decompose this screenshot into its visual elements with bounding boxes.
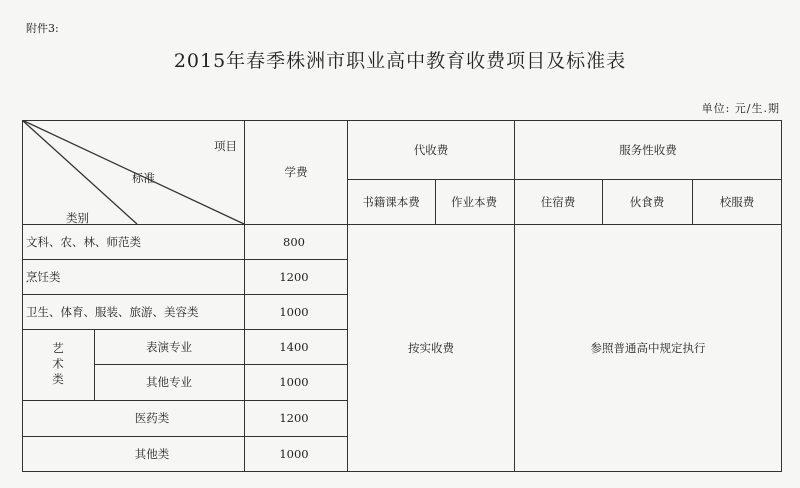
row-tuition: 1000 bbox=[279, 375, 309, 389]
row-category: 烹饪类 bbox=[26, 270, 61, 284]
header-homework: 作业本费 bbox=[451, 195, 497, 209]
row-category: 其他类 bbox=[134, 447, 170, 461]
row-tuition: 1000 bbox=[279, 305, 309, 319]
header-lodging: 住宿费 bbox=[540, 195, 576, 209]
row-line-2 bbox=[22, 294, 347, 295]
service-fee-note: 参照普通高中规定执行 bbox=[590, 341, 706, 355]
row-line-4 bbox=[94, 364, 347, 365]
row-category: 卫生、体育、服装、旅游、美容类 bbox=[26, 305, 199, 319]
service-sub-line bbox=[514, 179, 782, 180]
corner-category-label: 类别 bbox=[66, 211, 89, 225]
row-category: 其他专业 bbox=[146, 375, 192, 389]
header-agency-fees: 代收费 bbox=[413, 143, 449, 157]
row-category: 医药类 bbox=[134, 411, 170, 425]
row-line-3 bbox=[22, 329, 347, 330]
corner-item-label: 项目 bbox=[214, 139, 237, 153]
row-line-6 bbox=[22, 436, 347, 437]
header-books: 书籍课本费 bbox=[362, 195, 420, 209]
table-border-right bbox=[781, 120, 782, 472]
art-group-label: 艺术类 bbox=[51, 341, 65, 389]
page-title: 2015年春季株洲市职业高中教育收费项目及标准表 bbox=[173, 50, 627, 72]
header-tuition: 学费 bbox=[284, 165, 308, 179]
fee-table bbox=[22, 120, 782, 472]
corner-standard-label: 标准 bbox=[132, 171, 155, 185]
row-tuition: 1200 bbox=[279, 270, 309, 284]
divider-meals-uniform bbox=[692, 179, 693, 224]
art-group-divider bbox=[94, 329, 95, 400]
agency-fee-note: 按实收费 bbox=[408, 341, 454, 355]
agency-sub-line bbox=[347, 179, 514, 180]
row-line-1 bbox=[22, 259, 347, 260]
table-border-bottom bbox=[22, 471, 782, 472]
divider-after-tuition bbox=[347, 120, 348, 472]
row-category: 文科、农、林、师范类 bbox=[26, 235, 141, 249]
row-line-5 bbox=[22, 400, 347, 401]
unit-label: 单位: 元/生.期 bbox=[701, 102, 780, 115]
row-tuition: 1000 bbox=[279, 447, 309, 461]
row-category: 表演专业 bbox=[146, 340, 192, 354]
header-meals: 伙食费 bbox=[629, 195, 665, 209]
row-tuition: 800 bbox=[283, 235, 305, 249]
row-tuition: 1200 bbox=[279, 411, 309, 425]
header-uniform: 校服费 bbox=[719, 195, 755, 209]
row-line-header bbox=[22, 224, 782, 225]
row-tuition: 1400 bbox=[279, 340, 309, 354]
divider-lodging-meals bbox=[602, 179, 603, 224]
divider-after-agency bbox=[514, 120, 515, 472]
header-service-fees: 服务性收费 bbox=[619, 143, 677, 157]
divider-after-category bbox=[244, 120, 245, 472]
attachment-label: 附件3: bbox=[26, 22, 59, 35]
divider-books-homework bbox=[435, 179, 436, 224]
